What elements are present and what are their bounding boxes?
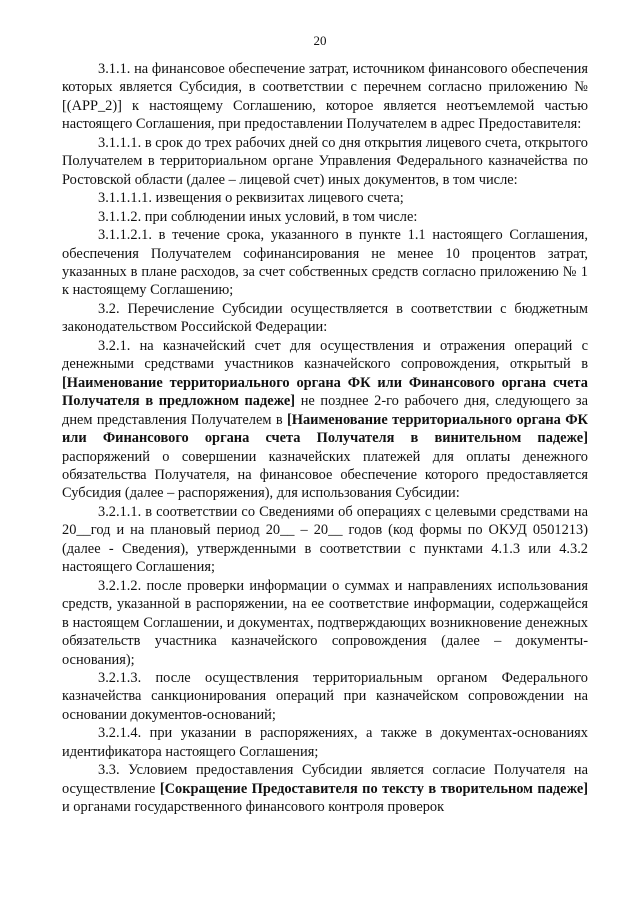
paragraph-text: 3.1.1.2.1. в течение срока, указанного в пункте 1.1 настоящего Соглашения, обеспечения Получателем софинансирования не менее 10 процентов затрат, указанных в плане расходов, за счет собственных средств согласно приложению № 1 к настоящему Соглашению; [62,227,588,299]
placeholder-bold-text: [Наименование территориального органа ФК или Финансового органа счета Получателя в винительном падеже] [62,411,588,447]
paragraph-text: 3.1.1.2. при соблюдении иных условий, в том числе: [98,208,418,225]
paragraph [62,503,588,577]
paragraph [62,226,588,300]
placeholder-bold-text: [Сокращение Предоставителя по тексту в творительном падеже] [159,780,588,797]
document-body [62,60,588,817]
paragraph-text: 3.1.1.1. в срок до трех рабочих дней со дня открытия лицевого счета, открытого Получателем в территориальном органе Управления Федерального казначейства по Ростовской области (далее – лицевой счет) иных документов, в том числе: [62,134,588,188]
paragraph [62,300,588,337]
paragraph-text: 3.2.1. на казначейский счет для осуществления и отражения операций с денежными средствами участников казначейского сопровождения, открытый в [62,337,588,373]
paragraph-text: 3.2.1.4. при указании в распоряжениях, а также в документах-основаниях идентификатора настоящего Соглашения; [62,725,588,760]
paragraph [62,761,588,816]
paragraph-text: 3.2.1.2. после проверки информации о суммах и направлениях использования средств, указанной в распоряжении, на ее соответствие информации, содержащейся в настоящем Соглашении, и документах, подтверждающих возникновение денежных обязательств участника казначейского сопровождения (далее – документы-основания); [62,577,588,668]
paragraph [62,208,588,226]
page-number: 20 [313,33,327,48]
paragraph [62,337,588,503]
paragraph-text: 3.1.1.1.1. извещения о реквизитах лицевого счета; [98,190,404,207]
paragraph [62,134,588,189]
paragraph-text: распоряжений о совершении казначейских платежей для оплаты денежного обязательства Получателя, на финансовое обеспечение которого предоставляется Субсидия (далее – распоряжения), для использования Субсидии: [62,448,588,502]
paragraph-text: 3.2.1.3. после осуществления территориальным органом Федерального казначейства санкционирования операций при казначейском сопровождении на основании документов-оснований; [62,669,588,723]
paragraph-text: 3.1.1. на финансовое обеспечение затрат, источником финансового обеспечения которых является Субсидия, в соответствии с перечнем согласно приложению № [(APP_2)] к настоящему Соглашению, которое является неотъемлемой частью настоящего Соглашения, при предоставлении Получателем в адрес Предоставителя: [62,61,588,133]
paragraph-text: и органами государственного финансового контроля проверок [62,799,445,816]
paragraph [62,669,588,724]
paragraph-text: не позднее 2-го рабочего дня, следующего за днем представления Получателем в [62,393,589,428]
placeholder-bold-text: [Наименование территориального органа ФК или Финансового органа счета Получателя в предложном падеже] [62,374,588,410]
paragraph-text: 3.2.1.1. в соответствии со Сведениями об операциях с целевыми средствами на 20__год и на плановый период 20__ – 20__ годов (код формы по ОКУД 0501213) (далее - Сведения), утвержденными в соответствии с пунктами 4.1.3 или 4.3.2 настоящего Соглашения; [62,503,588,576]
paragraph [62,577,588,669]
paragraph [62,189,588,207]
paragraph [62,60,588,134]
paragraph-text: 3.3. Условием предоставления Субсидии является согласие Получателя на осуществление [62,762,588,797]
paragraph [62,724,588,761]
paragraph-text: 3.2. Перечисление Субсидии осуществляется в соответствии с бюджетным законодательством Российской Федерации: [62,300,588,336]
